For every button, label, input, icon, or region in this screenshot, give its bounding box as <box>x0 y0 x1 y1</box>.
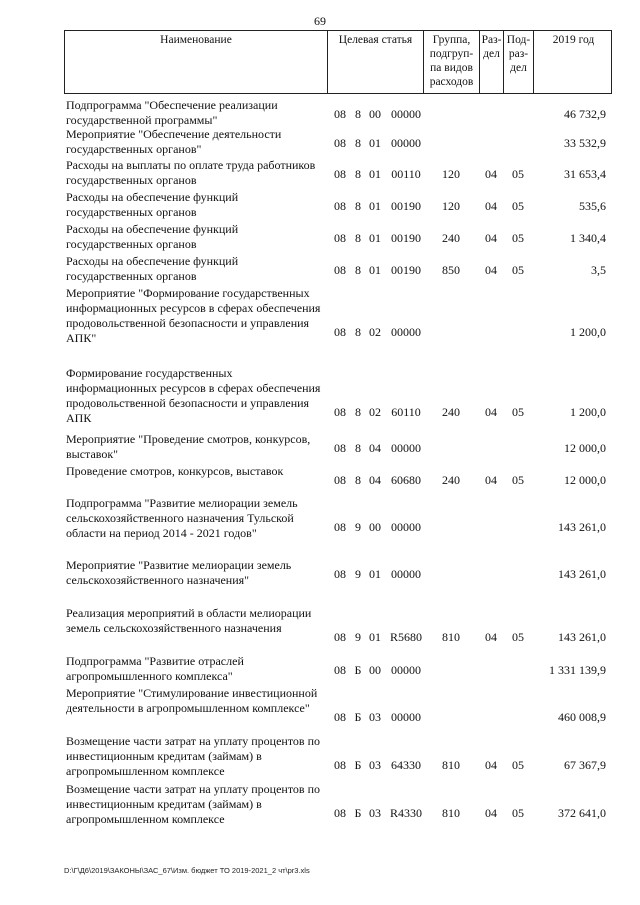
row-c2: 8 <box>355 199 361 213</box>
row-name: Мероприятие "Обеспечение деятельности государственных органов" <box>66 127 282 156</box>
row-c3: 01 <box>369 630 381 644</box>
row-amount: 1 340,4 <box>570 231 606 245</box>
row-amount: 1 200,0 <box>570 405 606 419</box>
row-c1: 08 <box>334 441 346 455</box>
row-amount: 1 331 139,9 <box>549 663 606 677</box>
row-group: 240 <box>442 405 460 419</box>
row-c2: Б <box>354 806 362 820</box>
table-row <box>64 222 612 254</box>
row-c3: 01 <box>369 167 381 181</box>
row-c3: 01 <box>369 199 381 213</box>
row-name: Расходы на обеспечение функций государственных органов <box>66 254 239 283</box>
header-group: Группа, подгруп- па видов расходов <box>423 31 479 93</box>
row-amount: 12 000,0 <box>564 441 606 455</box>
header-year: 2019 год <box>533 31 613 93</box>
row-group: 120 <box>442 167 460 181</box>
row-razdel: 04 <box>485 473 497 487</box>
row-c3: 03 <box>369 710 381 724</box>
row-razdel: 04 <box>485 167 497 181</box>
header-target: Целевая статья <box>327 31 423 93</box>
table-header <box>64 30 612 94</box>
table-row <box>64 254 612 286</box>
row-razdel: 04 <box>485 806 497 820</box>
row-name: Подпрограмма "Обеспечение реализации государственной программы" <box>66 98 278 127</box>
table-row <box>64 366 612 428</box>
row-group: 810 <box>442 758 460 772</box>
row-c1: 08 <box>334 806 346 820</box>
row-c1: 08 <box>334 263 346 277</box>
header-razdel: Раз- дел <box>479 31 503 93</box>
row-podrazdel: 05 <box>512 263 524 277</box>
row-c2: 8 <box>355 231 361 245</box>
table-row <box>64 734 612 782</box>
row-amount: 143 261,0 <box>558 567 606 581</box>
row-razdel: 04 <box>485 231 497 245</box>
row-c3: 03 <box>369 806 381 820</box>
row-c3: 00 <box>369 520 381 534</box>
table-row <box>64 158 612 190</box>
row-c2: 8 <box>355 405 361 419</box>
row-c2: Б <box>354 758 362 772</box>
row-name: Подпрограмма "Развитие отраслей агропромышленного комплекса" <box>66 654 244 683</box>
row-name: Мероприятие "Стимулирование инвестиционной деятельности в агропромышленном комплексе" <box>66 686 318 715</box>
row-podrazdel: 05 <box>512 199 524 213</box>
row-name: Формирование государственных информационных ресурсов в сферах обеспечения продовольственной безопасности и управления АПК <box>66 366 321 425</box>
row-group: 240 <box>442 231 460 245</box>
row-c1: 08 <box>334 405 346 419</box>
row-amount: 1 200,0 <box>570 325 606 339</box>
table-row <box>64 432 612 464</box>
table-row <box>64 464 612 496</box>
row-c3: 04 <box>369 441 381 455</box>
row-c1: 08 <box>334 325 346 339</box>
row-amount: 143 261,0 <box>558 630 606 644</box>
table-row <box>64 190 612 222</box>
row-c3: 04 <box>369 473 381 487</box>
row-c4: 00000 <box>391 325 421 339</box>
page-number: 69 <box>314 14 326 28</box>
row-c4: 00190 <box>391 263 421 277</box>
row-group: 240 <box>442 473 460 487</box>
row-group: 810 <box>442 806 460 820</box>
row-c4: R5680 <box>389 630 422 644</box>
row-c1: 08 <box>334 107 346 121</box>
row-c4: 64330 <box>391 758 421 772</box>
row-c4: 00190 <box>391 231 421 245</box>
header-name: Наименование <box>160 34 232 46</box>
row-c1: 08 <box>334 136 346 150</box>
row-c1: 08 <box>334 520 346 534</box>
row-c3: 03 <box>369 758 381 772</box>
row-razdel: 04 <box>485 758 497 772</box>
table-row <box>64 98 612 130</box>
row-name: Расходы на обеспечение функций государственных органов <box>66 222 239 251</box>
row-c3: 00 <box>369 107 381 121</box>
row-c4: 00000 <box>391 136 421 150</box>
row-amount: 535,6 <box>579 199 606 213</box>
row-c4: 00000 <box>391 441 421 455</box>
row-razdel: 04 <box>485 630 497 644</box>
row-group: 850 <box>442 263 460 277</box>
row-amount: 46 732,9 <box>564 107 606 121</box>
row-c4: 00110 <box>391 167 421 181</box>
row-c3: 01 <box>369 136 381 150</box>
row-c2: 8 <box>355 167 361 181</box>
row-c2: 8 <box>355 263 361 277</box>
row-podrazdel: 05 <box>512 758 524 772</box>
table-row <box>64 606 612 654</box>
row-razdel: 04 <box>485 405 497 419</box>
row-name: Расходы на выплаты по оплате труда работников государственных органов <box>66 158 316 187</box>
row-name: Реализация мероприятий в области мелиорации земель сельскохозяйственного назначения <box>66 606 312 635</box>
table-row <box>64 496 612 558</box>
row-c1: 08 <box>334 630 346 644</box>
row-c4: 00000 <box>391 107 421 121</box>
row-amount: 372 641,0 <box>558 806 606 820</box>
row-c3: 00 <box>369 663 381 677</box>
row-c2: Б <box>354 710 362 724</box>
row-amount: 31 653,4 <box>564 167 606 181</box>
table-row <box>64 127 612 159</box>
row-amount: 3,5 <box>591 263 606 277</box>
row-c4: 60680 <box>391 473 421 487</box>
row-podrazdel: 05 <box>512 405 524 419</box>
row-amount: 12 000,0 <box>564 473 606 487</box>
row-name: Возмещение части затрат на уплату процентов по инвестиционным кредитам (займам) в агропромышленном комплексе <box>66 782 321 826</box>
row-c3: 02 <box>369 325 381 339</box>
row-c1: 08 <box>334 758 346 772</box>
row-c4: 00190 <box>391 199 421 213</box>
row-podrazdel: 05 <box>512 231 524 245</box>
row-c3: 01 <box>369 567 381 581</box>
row-c1: 08 <box>334 199 346 213</box>
row-c4: 00000 <box>391 520 421 534</box>
row-amount: 33 532,9 <box>564 136 606 150</box>
file-path-footer: D:\Г\Д6\2019\ЗАКОНЫ\ЗАС_67\Изм. бюджет ТО 2019-2021_2 чт\pr3.xls <box>64 866 310 875</box>
row-c2: Б <box>354 663 362 677</box>
row-c4: 00000 <box>391 567 421 581</box>
row-c4: 60110 <box>391 405 421 419</box>
row-c1: 08 <box>334 167 346 181</box>
row-c2: 8 <box>355 473 361 487</box>
row-c1: 08 <box>334 710 346 724</box>
row-name: Возмещение части затрат на уплату процентов по инвестиционным кредитам (займам) в агропромышленном комплексе <box>66 734 321 778</box>
row-c4: 00000 <box>391 663 421 677</box>
row-podrazdel: 05 <box>512 473 524 487</box>
row-c1: 08 <box>334 231 346 245</box>
row-name: Мероприятие "Формирование государственных информационных ресурсов в сферах обеспечения продовольственной безопасности и управления АПК" <box>66 286 321 345</box>
row-name: Расходы на обеспечение функций государственных органов <box>66 190 239 219</box>
row-name: Мероприятие "Развитие мелиорации земель сельскохозяйственного назначения" <box>66 558 292 587</box>
row-amount: 67 367,9 <box>564 758 606 772</box>
row-group: 120 <box>442 199 460 213</box>
row-c4: R4330 <box>389 806 422 820</box>
row-c1: 08 <box>334 473 346 487</box>
row-c3: 02 <box>369 405 381 419</box>
row-c3: 01 <box>369 263 381 277</box>
row-podrazdel: 05 <box>512 167 524 181</box>
row-c1: 08 <box>334 663 346 677</box>
row-c2: 9 <box>355 567 361 581</box>
row-c2: 9 <box>355 630 361 644</box>
table-row <box>64 782 612 830</box>
row-c2: 8 <box>355 107 361 121</box>
row-razdel: 04 <box>485 199 497 213</box>
row-c4: 00000 <box>391 710 421 724</box>
row-podrazdel: 05 <box>512 630 524 644</box>
table-row <box>64 654 612 686</box>
row-c1: 08 <box>334 567 346 581</box>
table-row <box>64 686 612 734</box>
row-c2: 8 <box>355 136 361 150</box>
row-podrazdel: 05 <box>512 806 524 820</box>
row-name: Подпрограмма "Развитие мелиорации земель сельскохозяйственного назначения Тульской области на период 2014 - 2021 годов" <box>66 496 298 540</box>
row-name: Мероприятие "Проведение смотров, конкурсов, выставок" <box>66 432 311 461</box>
row-c2: 8 <box>355 441 361 455</box>
row-c3: 01 <box>369 231 381 245</box>
row-amount: 143 261,0 <box>558 520 606 534</box>
row-name: Проведение смотров, конкурсов, выставок <box>66 464 284 478</box>
table-row <box>64 286 612 348</box>
table-row <box>64 558 612 590</box>
row-c2: 9 <box>355 520 361 534</box>
row-amount: 460 008,9 <box>558 710 606 724</box>
row-group: 810 <box>442 630 460 644</box>
header-podrazdel: Под- раз- дел <box>503 31 533 93</box>
row-c2: 8 <box>355 325 361 339</box>
row-razdel: 04 <box>485 263 497 277</box>
